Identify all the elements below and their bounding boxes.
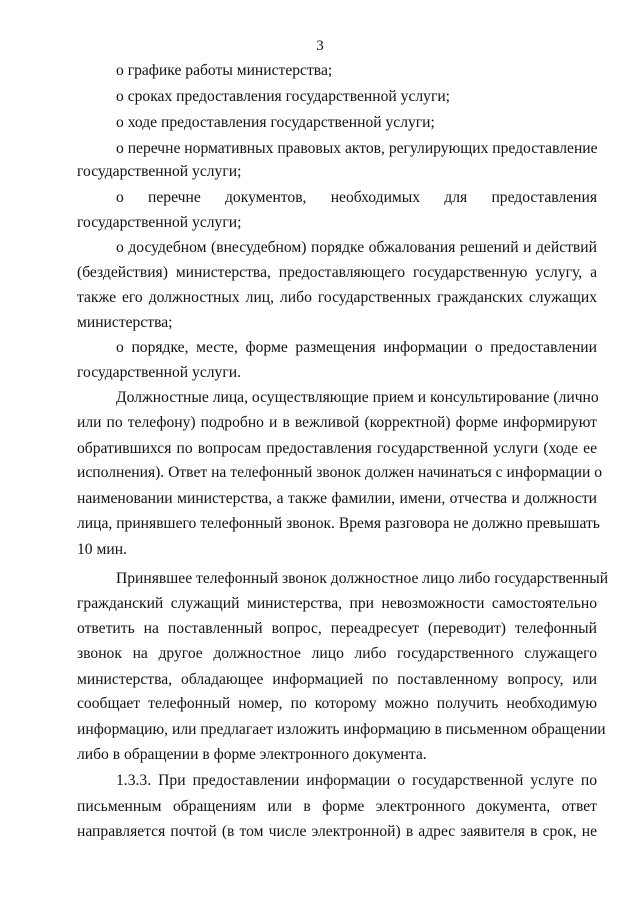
text-line: о ходе предоставления государственной услуги;	[116, 114, 435, 131]
text-line: (бездействия) министерства, предоставляющего государственную услугу, а	[77, 264, 597, 281]
text-line: о перечне документов, необходимых для предоставления	[116, 189, 597, 206]
text-line: звонок на другое должностное лицо либо государственного служащего	[77, 645, 597, 662]
text-line: о перечне нормативных правовых актов, регулирующих предоставление	[116, 140, 598, 157]
text-line: лица, принявшего телефонный звонок. Время разговора не должно превышать	[77, 515, 600, 532]
text-line: министерства;	[77, 314, 173, 331]
text-line: также его должностных лиц, либо государственных гражданских служащих	[77, 289, 597, 306]
text-line: сообщает телефонный номер, по которому можно получить необходимую	[77, 695, 597, 712]
text-line: государственной услуги.	[77, 364, 241, 381]
page-number: 3	[316, 38, 324, 54]
text-line: государственной услуги;	[77, 214, 242, 231]
text-line: государственной услуги;	[77, 163, 242, 180]
text-line: о графике работы министерства;	[116, 62, 333, 79]
text-line: о сроках предоставления государственной услуги;	[116, 88, 451, 105]
text-line: информацию, или предлагает изложить информацию в письменном обращении	[77, 721, 606, 738]
text-line: наименовании министерства, а также фамилии, имени, отчества и должности	[77, 490, 597, 507]
text-line: ответить на поставленный вопрос, переадресует (переводит) телефонный	[77, 620, 597, 637]
text-line: о досудебном (внесудебном) порядке обжалования решений и действий	[116, 239, 597, 256]
text-line: министерства, обладающее информацией по поставленному вопросу, или	[77, 671, 597, 688]
text-line: 1.3.3. При предоставлении информации о государственной услуге по	[116, 772, 597, 789]
text-line: Должностные лица, осуществляющие прием и консультирование (лично	[116, 389, 599, 406]
text-line: направляется почтой (в том числе электронной) в адрес заявителя в срок, не	[77, 823, 597, 840]
text-line: или по телефону) подробно и в вежливой (корректной) форме информируют	[77, 414, 597, 431]
text-line: о порядке, месте, форме размещения информации о предоставлении	[116, 339, 597, 356]
text-line: 10 мин.	[77, 541, 127, 558]
text-line: гражданский служащий министерства, при невозможности самостоятельно	[77, 595, 597, 612]
text-line: письменным обращениям или в форме электронного документа, ответ	[77, 798, 597, 815]
text-line: Принявшее телефонный звонок должностное лицо либо государственный	[116, 570, 609, 587]
text-line: либо в обращении в форме электронного документа.	[77, 746, 427, 763]
text-line: исполнения). Ответ на телефонный звонок должен начинаться с информации о	[77, 464, 603, 481]
text-line: обратившихся по вопросам предоставления государственной услуги (ходе ее	[77, 440, 597, 457]
